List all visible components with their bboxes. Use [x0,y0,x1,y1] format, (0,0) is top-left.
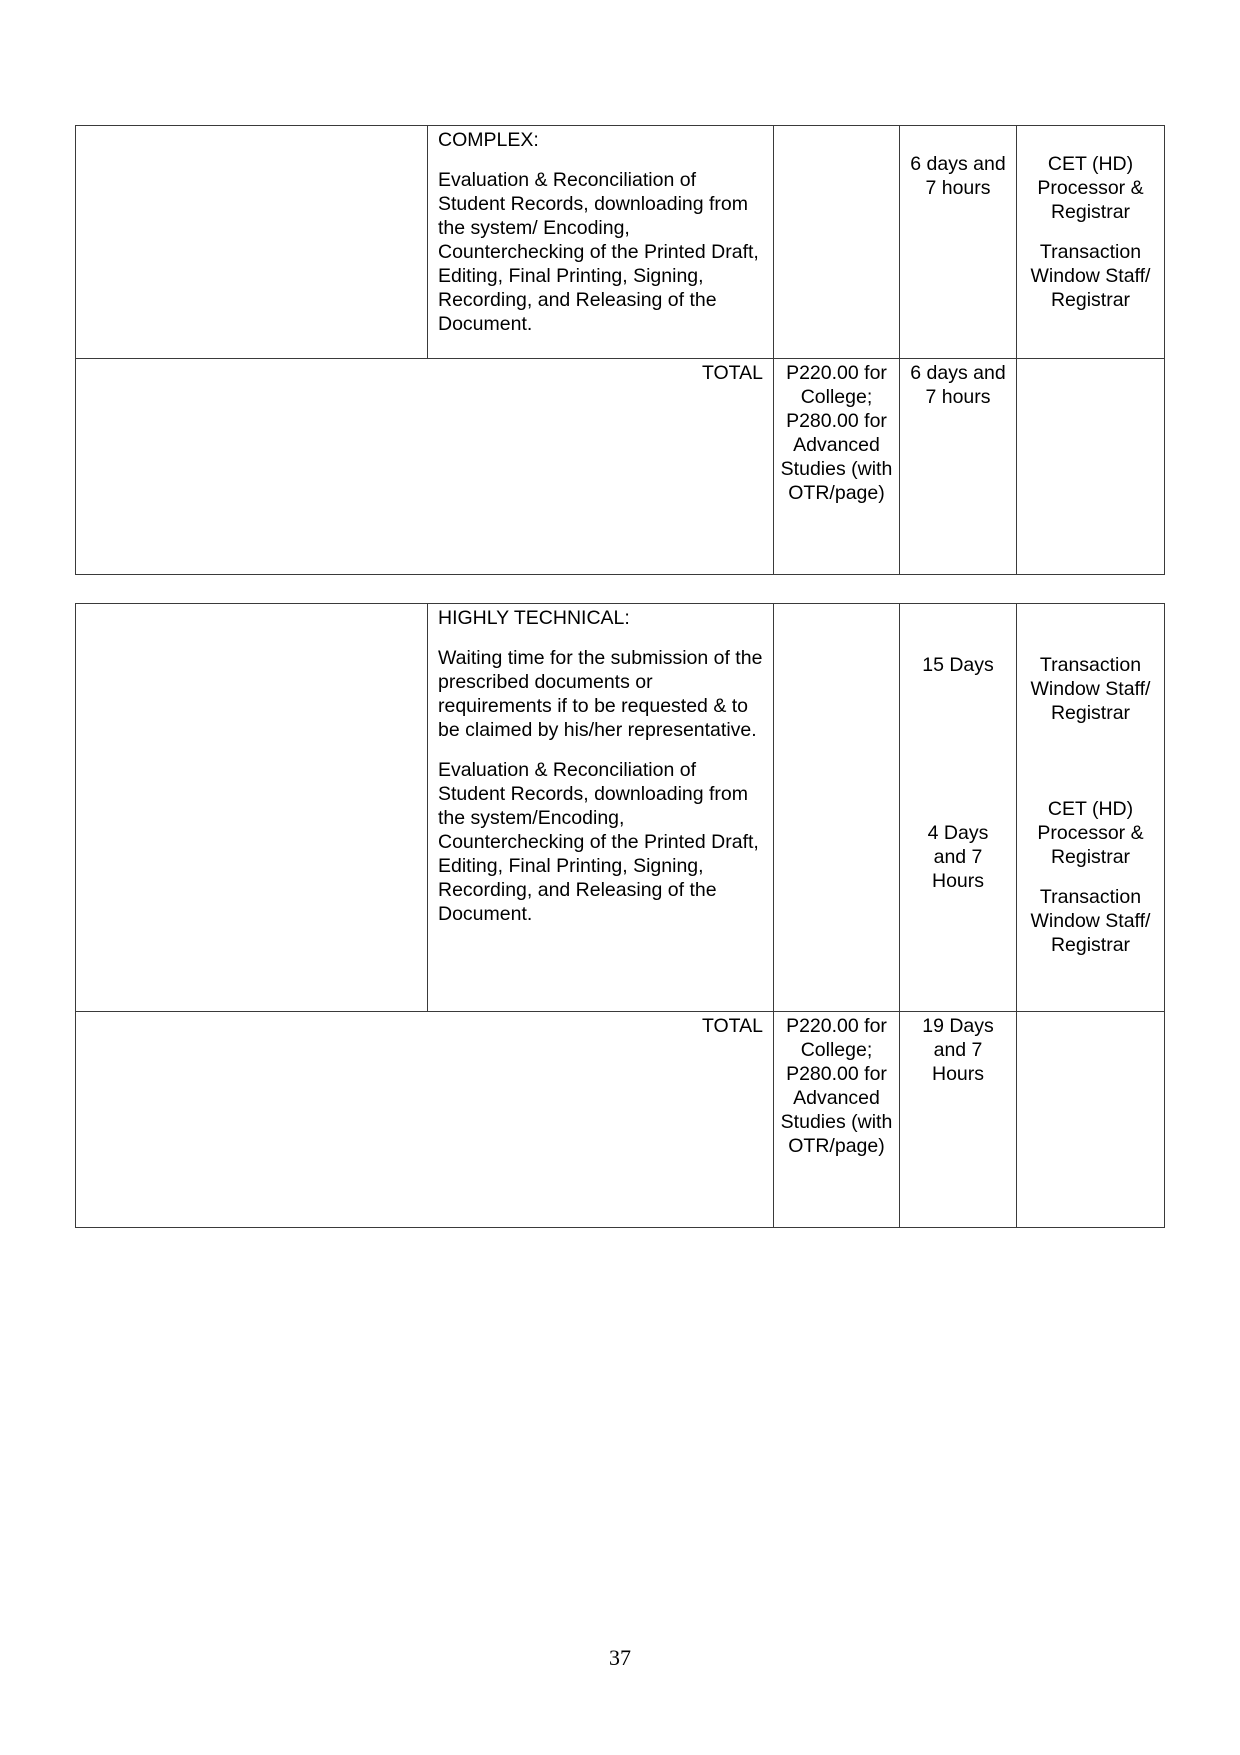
technical-heading: HIGHLY TECHNICAL: [438,607,630,629]
complex-step-row [76,126,1165,359]
technical-total-person-cell [1017,1012,1165,1228]
complex-total-row [76,359,1165,575]
technical-person-1: Transaction Window Staff/ Registrar [1030,654,1151,724]
complex-person-2: Transaction Window Staff/ Registrar [1030,241,1151,311]
page-number: 37 [609,1645,631,1670]
complex-client-steps-cell [76,126,428,359]
technical-total-label-cell [76,1012,774,1228]
technical-table [75,603,1165,1228]
technical-client-steps-cell [76,604,428,1012]
technical-activity-2: Evaluation & Reconciliation of Student Records, downloading from the system/Encoding, Counterchecking of the Printed Draft, Editing, Final Printing, Signing, Recording, and Releasing of the Document. [438,759,759,925]
complex-total-fee: P220.00 for College; P280.00 for Advanced Studies (with OTR/page) [780,362,893,504]
technical-time-2: 4 Days and 7 Hours [927,822,989,892]
technical-total-time: 19 Days and 7 Hours [922,1015,994,1085]
technical-person-2: CET (HD) Processor & Registrar [1037,798,1144,868]
complex-activity-text: Evaluation & Reconciliation of Student Records, downloading from the system/ Encoding, Counterchecking of the Printed Draft, Editing, Final Printing, Signing, Recording, and Releasing of the Document. [438,169,759,335]
technical-step-row [76,604,1165,1012]
complex-person-1: CET (HD) Processor & Registrar [1037,153,1144,223]
complex-total-person-cell [1017,359,1165,575]
technical-activity-cell [428,604,774,1012]
complex-total-label: TOTAL [701,362,763,384]
complex-activity-cell [428,126,774,359]
technical-total-fee-cell [774,1012,900,1228]
complex-time-text: 6 days and 7 hours [910,153,1006,199]
technical-person-cell [1017,604,1165,1012]
complex-fee-cell [774,126,900,359]
technical-person-3: Transaction Window Staff/ Registrar [1030,886,1151,956]
technical-total-time-cell [900,1012,1017,1228]
complex-total-label-cell [76,359,774,575]
technical-fee-cell [774,604,900,1012]
complex-person-cell [1017,126,1165,359]
technical-activity-1: Waiting time for the submission of the prescribed documents or requirements if to be requested & to be claimed by his/her representative. [438,647,763,741]
technical-time-cell [900,604,1017,1012]
complex-total-fee-cell [774,359,900,575]
technical-total-row [76,1012,1165,1228]
technical-total-fee: P220.00 for College; P280.00 for Advanced Studies (with OTR/page) [780,1015,893,1157]
complex-heading: COMPLEX: [438,129,539,151]
complex-time-cell [900,126,1017,359]
technical-total-label: TOTAL [701,1015,763,1037]
complex-total-time: 6 days and 7 hours [910,362,1006,408]
complex-total-time-cell [900,359,1017,575]
technical-time-1: 15 Days [922,654,994,676]
complex-table [75,125,1165,575]
